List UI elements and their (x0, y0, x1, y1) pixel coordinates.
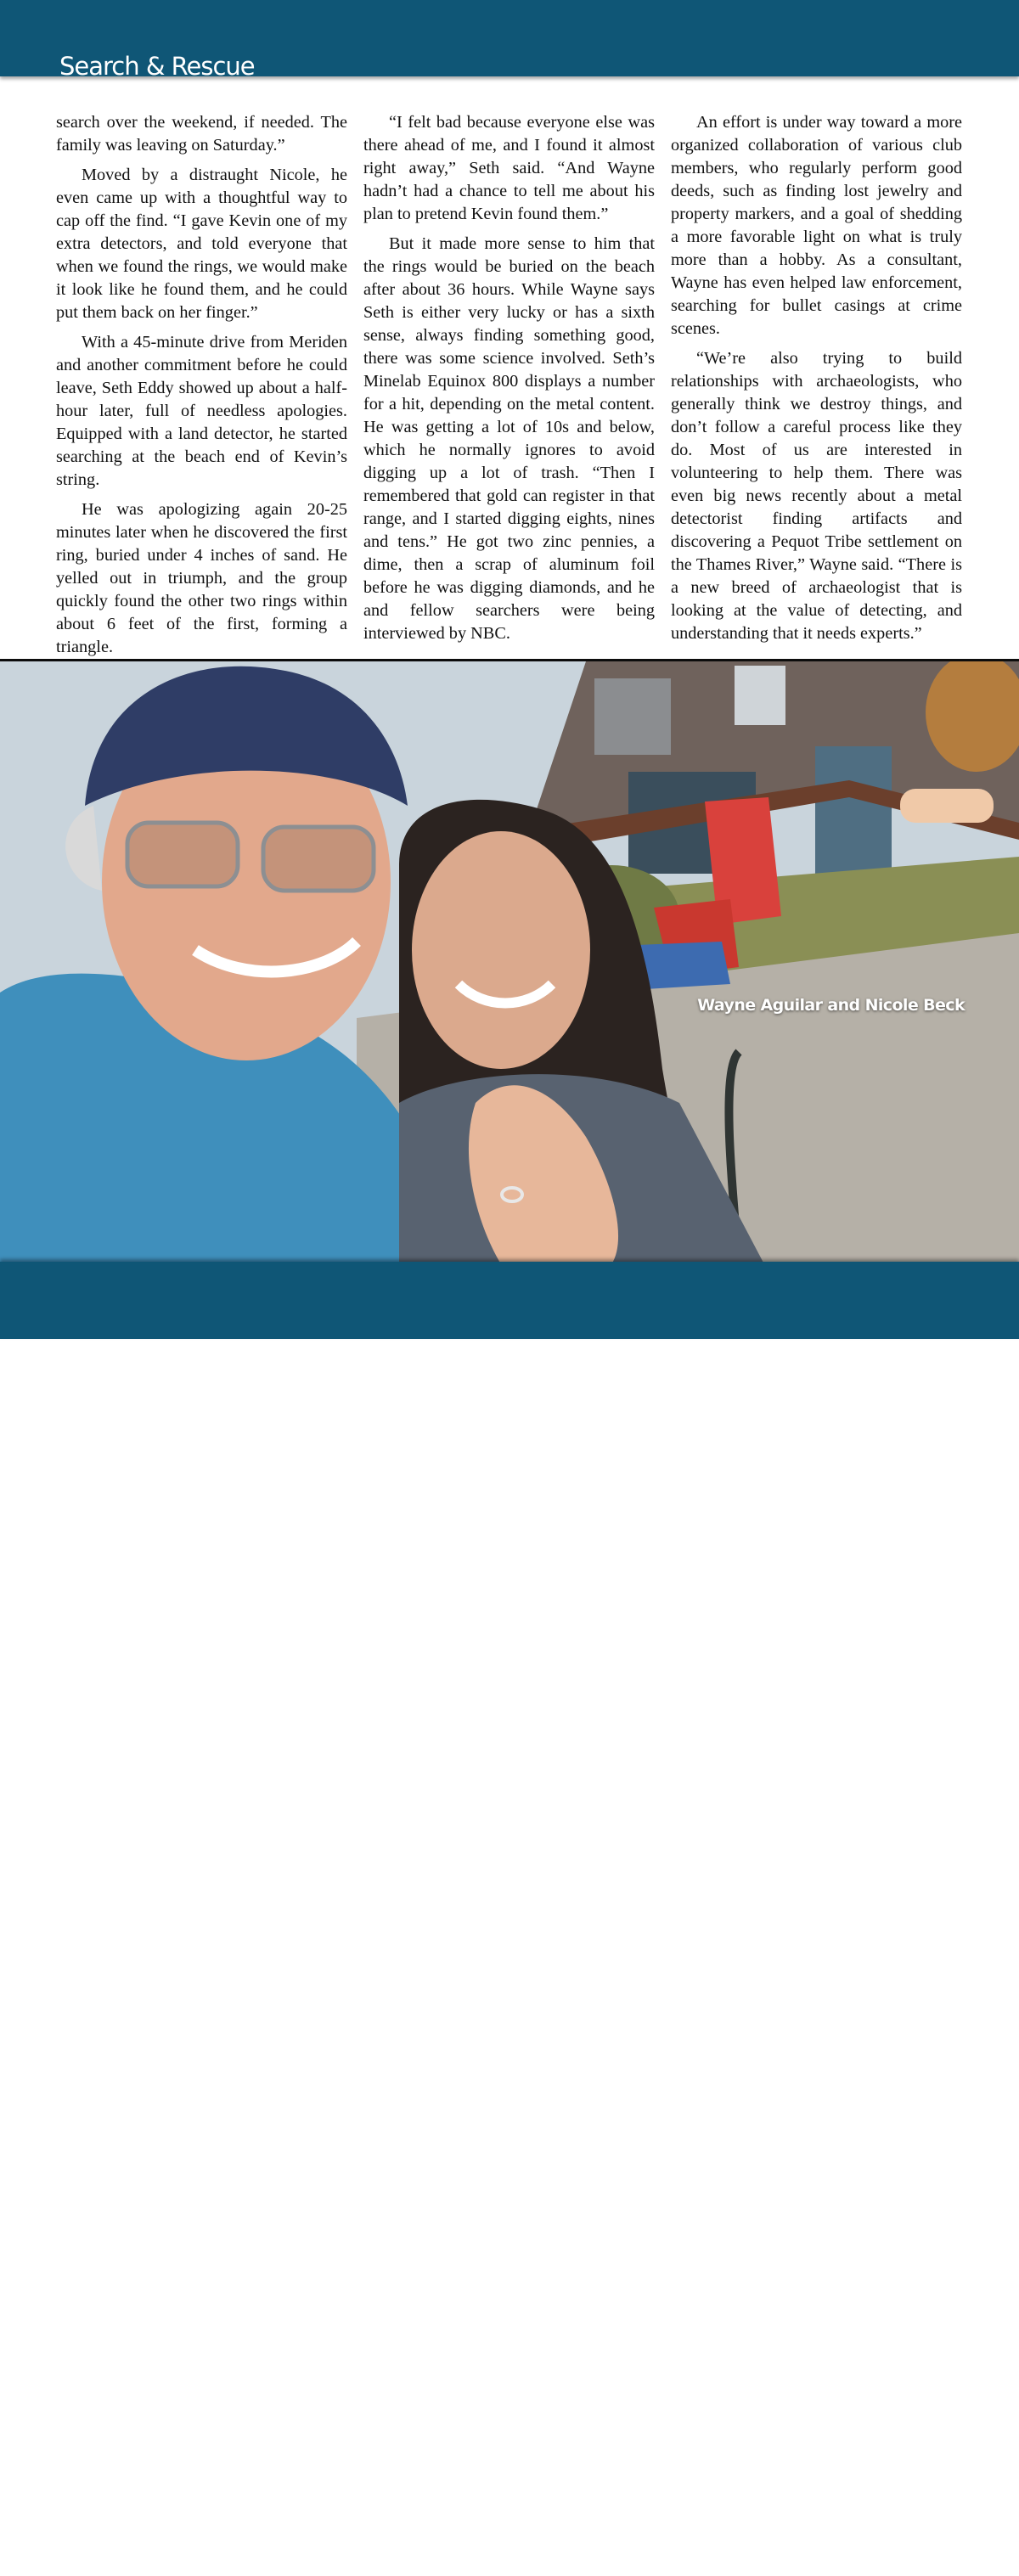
article-paragraph: He was apologizing again 20-25 minutes later when he discovered the first ring, buried under 4 inches of sand. He yelled out in triumph, and the group quickly found the other two rings within about 6 feet of the first, forming a triangle. (56, 500, 347, 656)
header-bar (0, 0, 1019, 76)
footer-bar (0, 1262, 1019, 2576)
article-paragraph: But it made more sense to him that the rings would be buried on the beach after about 36 hours. While Wayne says Seth is either very lucky or has a sixth sense, always finding something good, there was some science involved. Seth’s Minelab Equinox 800 displays a number for a hit, depending on the metal content. He was getting a lot of 10s and below, which he normally ignores to avoid digging up a lot of trash. “Then I remembered that gold can register in that range, and I started digging eights, nines and tens.” He got two zinc pennies, a dime, then a scrap of aluminum foil before he was digging diamonds, and he and fellow searchers were being interviewed by NBC. (363, 234, 655, 643)
article-paragraph: Moved by a distraught Nicole, he even came up with a thoughtful way to cap off the find. “I gave Kevin one of my extra detectors, and told everyone that when we found the rings, we would make it look like he found them, and he could put them back on her finger.” (56, 166, 347, 322)
photo-illustration (0, 661, 1019, 1264)
article-paragraph: An effort is under way toward a more organized collaboration of various club members, who regularly perform good deeds, such as finding lost jewelry and property markers, and a goal of shedding a more favorable light on what is truly more than a hobby. As a consultant, Wayne has even helped law enforcement, searching for bullet casings at crime scenes. (671, 113, 962, 338)
article-column-1 (56, 111, 347, 666)
section-title: Search & Rescue (59, 52, 255, 77)
article-paragraph: “I felt bad because everyone else was there ahead of me, and I found it almost right away,” Seth said. “And Wayne hadn’t had a chance to tell me about his plan to pretend Kevin found them.” (363, 113, 655, 223)
article-column-3 (671, 111, 962, 666)
article-paragraph: search over the weekend, if needed. The family was leaving on Saturday.” (56, 113, 347, 155)
article-paragraph: “We’re also trying to build relationships with archaeologists, who generally think we destroy things, and don’t follow a careful process like they do. Most of us are interested in volunteering to help them. There was even big news recently about a metal detectorist finding artifacts and discovering a Pequot Tribe settlement on the Thames River,” Wayne said. “There is a new breed of archaeologist that is looking at the value of detecting, and understanding that it needs experts.” (671, 349, 962, 643)
page-number-and-issue: 26 November/December 2022 (31, 2561, 225, 2576)
article-photo (0, 659, 1019, 1264)
article-paragraph: With a 45-minute drive from Meriden and another commitment before he could leave, Seth Eddy showed up about a half-hour later, full of needless apologies. Equipped with a land detector, he started searching at the beach end of Kevin’s string. (56, 333, 347, 489)
article-columns (56, 111, 963, 656)
article-column-2 (363, 111, 655, 666)
photo-caption: Wayne Aguilar and Nicole Beck (697, 996, 965, 1015)
